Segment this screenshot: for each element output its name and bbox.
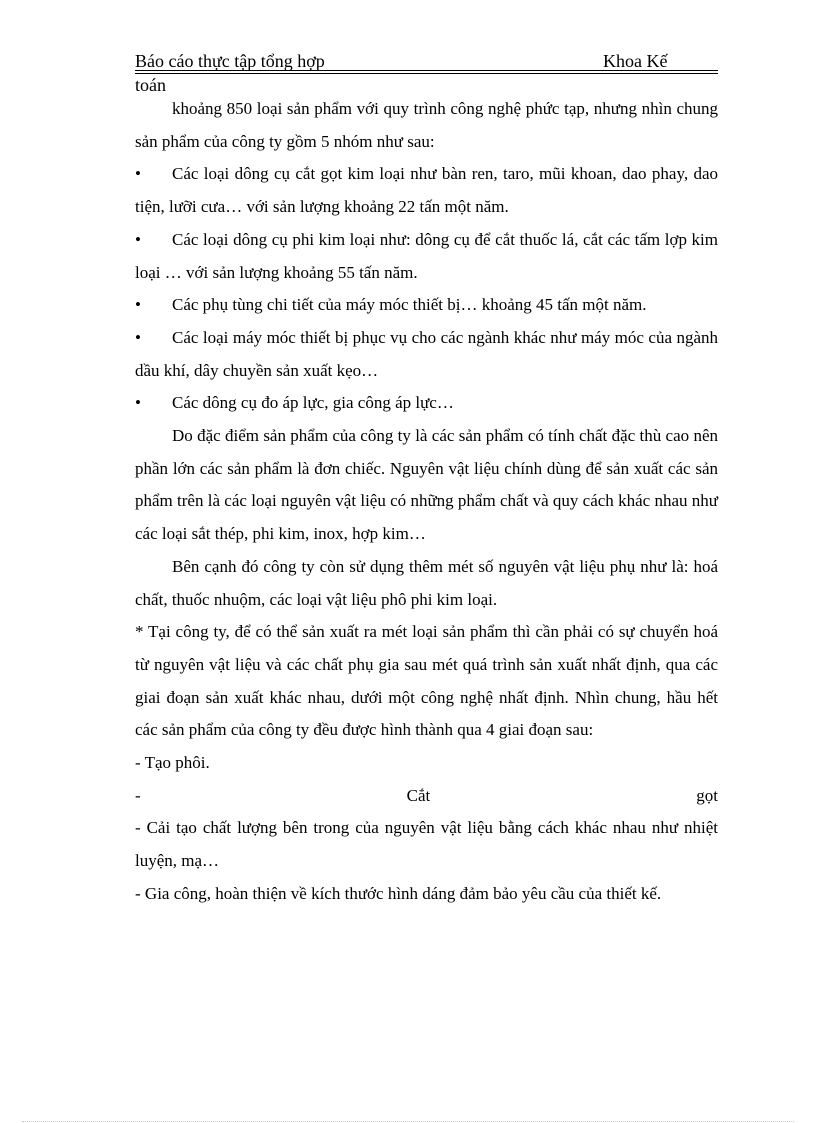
bullet-item — [135, 158, 718, 223]
header-rule-double — [135, 73, 718, 74]
bullet-text: Các loại dông cụ cắt gọt kim loại như bàn ren, taro, mũi khoan, dao phay, dao tiện, lưỡi cưa… với sản lượng khoảng 22 tấn một năm. — [135, 164, 718, 217]
bullet-icon: • — [135, 295, 141, 315]
stage-item: - Cắt gọt — [135, 785, 718, 805]
paragraph-materials: Do đặc điểm sản phẩm của công ty là các sản phẩm có tính chất đặc thù cao nên phần lớn các sản phẩm là đơn chiếc. Nguyên vật liệu chính dùng để sản xuất các sản phẩm trên là các loại nguyên vật liệu có những phẩm chất và quy cách khác nhau như các loại sắt thép, phi kim, inox, hợp kim… — [135, 426, 718, 544]
paragraph-auxiliary: Bên cạnh đó công ty còn sử dụng thêm mét số nguyên vật liệu phụ như là: hoá chất, thuốc nhuộm, các loại vật liệu phô phi kim loại. — [135, 556, 718, 609]
bullet-item — [135, 322, 718, 387]
bullet-icon: • — [135, 229, 141, 249]
header-department-wrap: toán — [135, 75, 166, 95]
bullet-item — [135, 224, 718, 289]
bullet-item — [135, 387, 718, 420]
bullet-item — [135, 289, 718, 322]
stage-item: - Tạo phôi. — [135, 753, 210, 773]
bullet-icon: • — [135, 393, 141, 413]
bullet-text: Các dông cụ đo áp lực, gia công áp lực… — [172, 393, 454, 413]
bullet-text: Các loại máy móc thiết bị phục vụ cho các ngành khác như máy móc của ngành dầu khí, dây chuyền sản xuất kẹo… — [135, 327, 718, 380]
page-bottom-rule — [22, 1121, 794, 1122]
paragraph-process: * Tại công ty, để có thể sản xuất ra mét loại sản phẩm thì cần phải có sự chuyển hoá từ nguyên vật liệu và các chất phụ gia sau mét quá trình sản xuất nhất định, qua các giai đoạn sản xuất khác nhau, dưới một công nghệ nhất định. Nhìn chung, hầu hết các sản phẩm của công ty đều được hình thành qua 4 giai đoạn sau: — [135, 622, 718, 740]
bullet-icon: • — [135, 164, 141, 184]
document-body — [135, 93, 718, 911]
header-department: Khoa Kế — [603, 51, 668, 71]
paragraph-intro: khoảng 850 loại sản phẩm với quy trình công nghệ phức tạp, nhưng nhìn chung sản phẩm của công ty gồm 5 nhóm như sau: — [135, 99, 718, 151]
bullet-text: Các loại dông cụ phi kim loại như: dông cụ để cắt thuốc lá, cắt các tấm lợp kim loại … với sản lượng khoảng 55 tấn năm. — [135, 229, 718, 282]
stage-item: - Cải tạo chất lượng bên trong của nguyên vật liệu bằng cách khác nhau như nhiệt luyện, mạ… — [135, 818, 718, 871]
header-rule — [135, 70, 718, 71]
stage-item: - Gia công, hoàn thiện về kích thước hình dáng đảm bảo yêu cầu của thiết kế. — [135, 883, 662, 903]
header-title: Báo cáo thực tập tổng hợp — [135, 51, 325, 71]
bullet-text: Các phụ tùng chi tiết của máy móc thiết bị… khoảng 45 tấn một năm. — [172, 295, 647, 315]
bullet-icon: • — [135, 327, 141, 347]
